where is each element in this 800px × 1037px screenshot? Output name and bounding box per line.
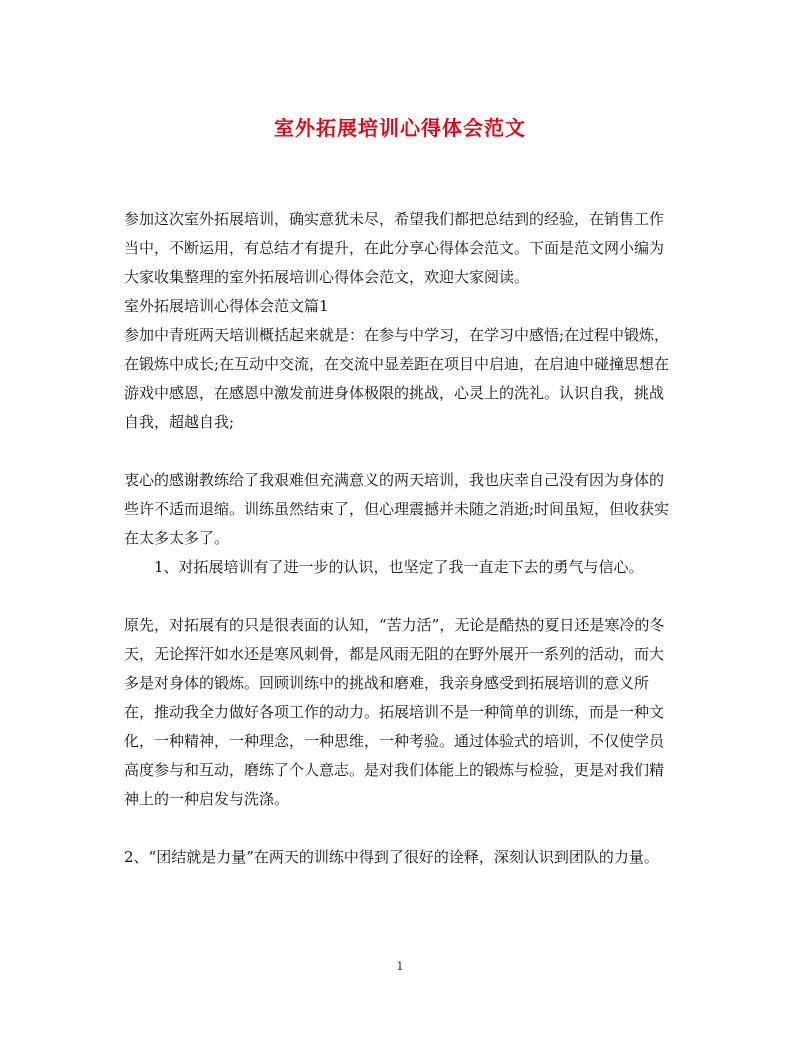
page-number: 1: [396, 960, 404, 973]
point-two: 2、“团结就是力量”在两天的训练中得到了很好的诠释，深刻认识到团队的力量。: [124, 848, 659, 866]
document-body: [124, 205, 676, 872]
paragraph-gap: [124, 437, 676, 466]
thanks-paragraph: 衷心的感谢教练给了我艰难但充满意义的两天培训，我也庆幸自己没有因为身体的些许不适而退缩。训练虽然结束了，但心理震撼并未随之消逝;时间虽短，但收获实在太多太多了。: [124, 471, 670, 547]
reflection-paragraph: 原先，对拓展有的只是很表面的认知，“苦力活”，无论是酷热的夏日还是寒冷的冬天，无论挥汗如水还是寒风刺骨，都是风雨无阻的在野外展开一系列的活动，而大多是对身体的锻炼。回顾训练中的挑战和磨难，我亲身感受到拓展培训的意义所在，推动我全力做好各项工作的动力。拓展培训不是一种简单的训练，而是一种文化，一种精神，一种理念，一种思维，一种考验。通过体验式的培训，不仅使学员高度参与和互动，磨练了个人意志。是对我们体能上的锻炼与检验，更是对我们精神上的一种启发与洗涤。: [124, 616, 665, 808]
training-summary-paragraph: 参加中青班两天培训概括起来就是：在参与中学习，在学习中感悟;在过程中锻炼，在锻炼中成长;在互动中交流，在交流中显差距在项目中启迪，在启迪中碰撞思想在游戏中感恩，在感恩中激发前进身体极限的挑战，心灵上的洗礼。认识自我，挑战自我，超越自我;: [124, 326, 670, 431]
document-title: 室外拓展培训心得体会范文: [274, 116, 526, 140]
section-heading: 室外拓展培训心得体会范文篇1: [124, 297, 329, 315]
intro-paragraph: 参加这次室外拓展培训，确实意犹未尽，希望我们都把总结到的经验，在销售工作当中，不断运用，有总结才有提升，在此分享心得体会范文。下面是范文网小编为大家收集整理的室外拓展培训心得体会范文，欢迎大家阅读。: [124, 210, 665, 286]
paragraph-gap: [124, 582, 676, 611]
point-one: 1、对拓展培训有了进一步的认识，也坚定了我一直走下去的勇气与信心。: [154, 558, 644, 576]
paragraph-gap: [124, 814, 676, 843]
